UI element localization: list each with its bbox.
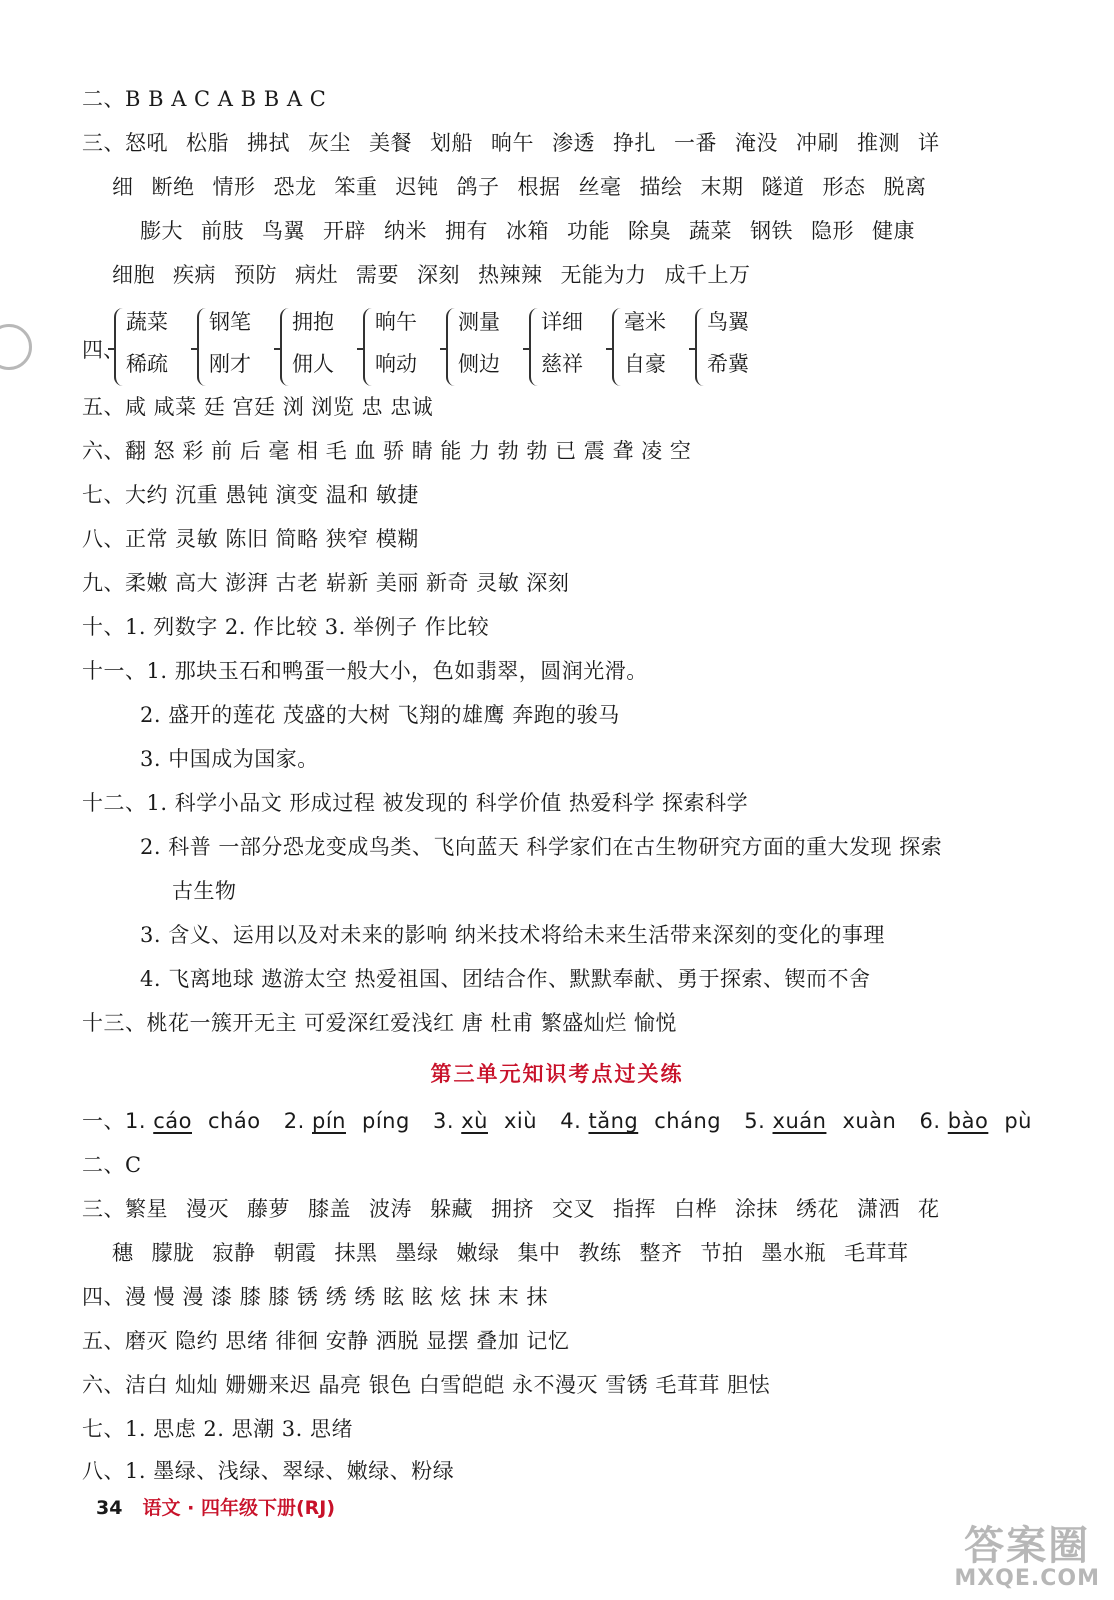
brace-icon [612, 308, 621, 386]
answer-line-11-3: 3. 中国成为国家。 [140, 747, 319, 771]
answer-line-8: 八、正常 灵敏 陈旧 简略 狭窄 模糊 [82, 527, 419, 551]
site-watermark [954, 1523, 1100, 1591]
word-pair: 拥抱 佣人 [280, 306, 360, 392]
word-pair: 晌午 响动 [363, 306, 443, 392]
answer-line-2: 二、B B A C A B B A C [82, 87, 327, 111]
answer-line-u3a: 三、繁星 漫灭 藤萝 膝盖 波涛 躲藏 拥挤 交叉 指挥 白桦 涂抹 绣花 潇洒 花 [82, 1197, 940, 1221]
answer-line-12-1: 十二、1. 科学小品文 形成过程 被发现的 科学价值 热爱科学 探索科学 [82, 791, 749, 815]
page-footer [96, 1493, 335, 1520]
answer-line-3b: 细 断绝 情形 恐龙 笨重 迟钝 鸽子 根据 丝毫 描绘 末期 隧道 形态 脱离 [112, 175, 927, 199]
answer-line-u3b: 穗 朦胧 寂静 朝霞 抹黑 墨绿 嫩绿 集中 教练 整齐 节拍 墨水瓶 毛茸茸 [112, 1241, 909, 1265]
answer-line-3a: 三、怒吼 松脂 拂拭 灰尘 美餐 划船 晌午 渗透 挣扎 一番 淹没 冲刷 推测 详 [82, 131, 940, 155]
answer-line-9: 九、柔嫩 高大 澎湃 古老 崭新 美丽 新奇 灵敏 深刻 [82, 571, 570, 595]
answer-line-u5: 五、磨灭 隐约 思绪 徘徊 安静 洒脱 显摆 叠加 记忆 [82, 1329, 570, 1353]
answer-line-u8: 八、1. 墨绿、浅绿、翠绿、嫩绿、粉绿 [82, 1459, 455, 1483]
brace-icon [363, 308, 372, 386]
answer-line-u2: 二、C [82, 1153, 142, 1177]
watermark-en: MXQE.COM [954, 1566, 1100, 1591]
word-pair: 蔬菜 稀疏 [114, 306, 194, 392]
book-title: 语文 · 四年级下册(RJ) [142, 1497, 336, 1519]
answer-line-12-2a: 2. 科普 一部分恐龙变成鸟类、飞向蓝天 科学家们在古生物研究方面的重大发现 探索 [140, 835, 943, 859]
answer-line-7: 七、大约 沉重 愚钝 演变 温和 敏捷 [82, 483, 419, 507]
answer-line-u6: 六、洁白 灿灿 姗姗来迟 晶亮 银色 白雪皑皑 永不漫灭 雪锈 毛茸茸 胆怯 [82, 1373, 771, 1397]
answer-line-11-2: 2. 盛开的莲花 茂盛的大树 飞翔的雄鹰 奔跑的骏马 [140, 703, 620, 727]
answer-line-u7: 七、1. 思虑 2. 思潮 3. 思绪 [82, 1417, 353, 1441]
word-pair: 毫米 自豪 [612, 306, 692, 392]
word-pair: 钢笔 刚才 [197, 306, 277, 392]
binding-hole-mark [0, 324, 32, 370]
answer-line-u4: 四、漫 慢 漫 漆 膝 膝 锈 绣 绣 眩 眩 炫 抹 末 抹 [82, 1285, 548, 1309]
word-pair: 鸟翼 希冀 [695, 306, 775, 392]
answer-line-3c: 膨大 前肢 鸟翼 开辟 纳米 拥有 冰箱 功能 除臭 蔬菜 钢铁 隐形 健康 [140, 219, 915, 243]
answer-line-6: 六、翻 怒 彩 前 后 毫 相 毛 血 骄 睛 能 力 勃 勃 已 震 聋 凌 空 [82, 439, 692, 463]
page-number: 34 [96, 1497, 123, 1519]
watermark-cn: 答案圈 [964, 1523, 1091, 1569]
answer-line-12-4: 4. 飞离地球 遨游太空 热爱祖国、团结合作、默默奉献、勇于探索、锲而不舍 [140, 967, 871, 991]
answer-line-10: 十、1. 列数字 2. 作比较 3. 举例子 作比较 [82, 615, 490, 639]
line-prefix: 四、 [82, 338, 124, 362]
word-pair: 测量 侧边 [446, 306, 526, 392]
answer-line-12-2b: 古生物 [172, 879, 237, 903]
answer-line-5: 五、咸 咸菜 廷 宫廷 浏 浏览 忠 忠诚 [82, 395, 434, 419]
answer-line-12-3: 3. 含义、运用以及对未来的影响 纳米技术将给未来生活带来深刻的变化的事理 [140, 923, 885, 947]
section-title: 第三单元知识考点过关练 [430, 1062, 684, 1086]
brace-icon [695, 308, 704, 386]
brace-icon [446, 308, 455, 386]
brace-icon [197, 308, 206, 386]
brace-icon [280, 308, 289, 386]
answer-line-11-1: 十一、1. 那块玉石和鸭蛋一般大小，色如翡翠，圆润光滑。 [82, 659, 648, 683]
brace-icon [114, 308, 123, 386]
brace-icon [529, 308, 538, 386]
answer-line-13: 十三、桃花一簇开无主 可爱深红爱浅红 唐 杜甫 繁盛灿烂 愉悦 [82, 1011, 677, 1035]
answer-line-3d: 细胞 疾病 预防 病灶 需要 深刻 热辣辣 无能为力 成千上万 [112, 263, 751, 287]
line-prefix: 三、 [82, 131, 125, 155]
word-pair: 详细 慈祥 [529, 306, 609, 392]
answer-line-u1-pinyin: 一、1. cáo cháo 2. pín píng 3. xù xiù 4. tǎng cháng 5. xuán xuàn 6. bào pù [82, 1109, 1032, 1133]
